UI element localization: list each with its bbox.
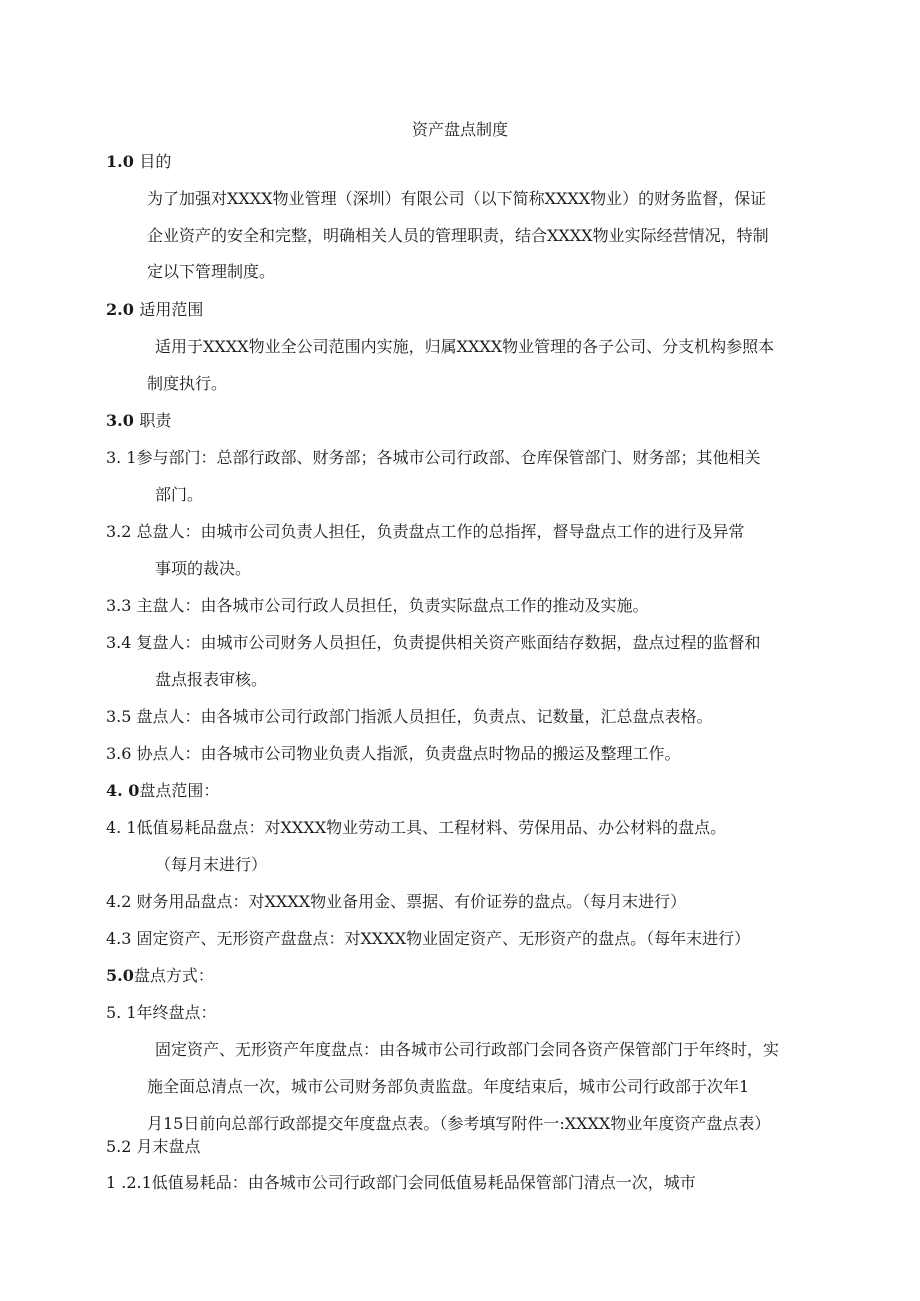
section-number: 4. 0 — [106, 781, 140, 800]
paragraph-line: 盘点报表审核。 — [155, 670, 268, 689]
section-number: 1.0 — [106, 152, 134, 171]
paragraph-line: （每月末进行） — [155, 855, 268, 874]
paragraph-line: 月15日前向总部行政部提交年度盘点表。（参考填写附件一:XXXX物业年度资产盘点表） — [147, 1114, 771, 1133]
paragraph-line: 适用于XXXX物业全公司范围内实施，归属XXXX物业管理的各子公司、分支机构参照本 — [155, 337, 775, 356]
section-number: 3.0 — [106, 411, 134, 430]
section-heading — [106, 781, 219, 801]
section-number: 5.0 — [106, 966, 134, 985]
section-heading-text: 目的 — [139, 152, 172, 171]
section-heading — [106, 152, 171, 172]
paragraph-line: 5. 1年终盘点： — [106, 1003, 217, 1022]
section-heading — [106, 966, 214, 986]
paragraph-line: 3. 1参与部门：总部行政部、财务部；各城市公司行政部、仓库保管部门、财务部；其他相关 — [106, 448, 761, 467]
paragraph-line: 3.2 总盘人：由城市公司负责人担任，负责盘点工作的总指挥，督导盘点工作的进行及异常 — [106, 522, 745, 541]
paragraph-line: 制度执行。 — [147, 374, 228, 393]
section-heading-text: 盘点范围： — [139, 781, 220, 800]
section-heading-text: 适用范围 — [139, 300, 204, 319]
section-number: 2.0 — [106, 300, 134, 319]
paragraph-line: 3.6 协点人：由各城市公司物业负责人指派，负责盘点时物品的搬运及整理工作。 — [106, 744, 681, 763]
document-title: 资产盘点制度 — [411, 120, 508, 139]
section-heading-text: 职责 — [139, 411, 172, 430]
paragraph-line: 定以下管理制度。 — [147, 262, 276, 281]
paragraph-line: 固定资产、无形资产年度盘点：由各城市公司行政部门会同各资产保管部门于年终时，实 — [155, 1040, 780, 1059]
paragraph-line: 为了加强对XXXX物业管理（深圳）有限公司（以下简称XXXX物业）的财务监督，保证 — [147, 189, 767, 208]
paragraph-line: 施全面总清点一次，城市公司财务部负责监盘。年度结束后，城市公司行政部于次年1 — [147, 1077, 750, 1096]
section-heading — [106, 300, 203, 320]
paragraph-line: 4.3 固定资产、无形资产盘盘点：对XXXX物业固定资产、无形资产的盘点。（每年末进行） — [106, 929, 751, 948]
section-heading-text: 盘点方式： — [133, 966, 214, 985]
paragraph-line: 3.3 主盘人：由各城市公司行政人员担任，负责实际盘点工作的推动及实施。 — [106, 596, 649, 615]
paragraph-line: 1 .2.1低值易耗品：由各城市公司行政部门会同低值易耗品保管部门清点一次，城市 — [106, 1173, 696, 1192]
section-heading — [106, 411, 171, 431]
paragraph-line: 4. 1低值易耗品盘点：对XXXX物业劳动工具、工程材料、劳保用品、办公材料的盘点。 — [106, 818, 727, 837]
paragraph-line: 事项的裁决。 — [155, 559, 252, 578]
paragraph-line: 企业资产的安全和完整，明确相关人员的管理职责，结合XXXX物业实际经营情况，特制 — [147, 226, 769, 245]
paragraph-line: 部门。 — [155, 485, 204, 504]
paragraph-line: 4.2 财务用品盘点：对XXXX物业备用金、票据、有价证券的盘点。（每月末进行） — [106, 892, 687, 911]
paragraph-line: 3.5 盘点人：由各城市公司行政部门指派人员担任，负责点、记数量，汇总盘点表格。 — [106, 707, 713, 726]
paragraph-line: 5.2 月末盘点 — [106, 1137, 201, 1156]
paragraph-line: 3.4 复盘人：由城市公司财务人员担任，负责提供相关资产账面结存数据，盘点过程的监督和 — [106, 633, 761, 652]
